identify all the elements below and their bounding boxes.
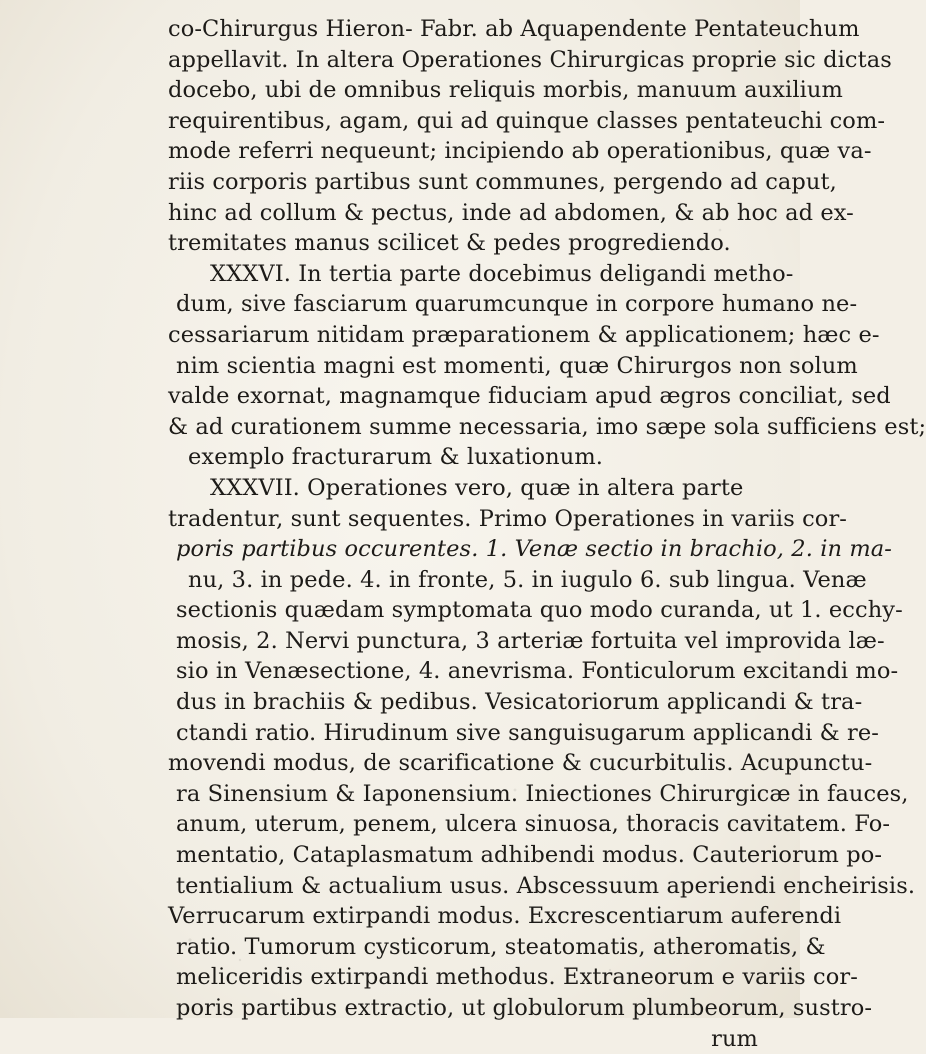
text-line: mosis, 2. Nervi punctura, 3 arteriæ fortuita vel improvida læ-: [176, 627, 885, 654]
text-line: anum, uterum, penem, ulcera sinuosa, thoracis cavitatem. Fo-: [176, 811, 891, 838]
text-line: docebo, ubi de omnibus reliquis morbis, manuum auxilium: [168, 77, 843, 104]
catchword: rum: [711, 1025, 758, 1052]
text-line: dum, sive fasciarum quarumcunque in corpore humano ne-: [176, 291, 858, 318]
text-line: tentialium & actualium usus. Abscessuum aperiendi encheirisis.: [176, 872, 916, 899]
text-line: sectionis quædam symptomata quo modo curanda, ut 1. ecchy-: [176, 597, 903, 624]
text-line: appellavit. In altera Operationes Chirurgicas proprie sic dictas: [168, 46, 892, 73]
text-line: nu, 3. in pede. 4. in fronte, 5. in iugulo 6. sub lingua. Venæ: [188, 566, 867, 593]
text-line: & ad curationem summe necessaria, imo sæpe sola sufficiens est;: [168, 413, 926, 440]
text-line: nim scientia magni est momenti, quæ Chirurgos non solum: [176, 352, 858, 379]
text-line: tradentur, sunt sequentes. Primo Operationes in variis cor-: [168, 505, 847, 532]
text-line: poris partibus occurentes. 1. Venæ sectio in brachio, 2. in ma-: [176, 536, 892, 563]
page-text: [168, 14, 926, 1054]
text-line: cessariarum nitidam præparationem & applicationem; hæc e-: [168, 321, 880, 348]
text-line: hinc ad collum & pectus, inde ad abdomen, & ab hoc ad ex-: [168, 199, 854, 226]
text-line: poris partibus extractio, ut globulorum plumbeorum, sustro-: [176, 995, 873, 1021]
text-line: valde exornat, magnamque fiduciam apud ægros conciliat, sed: [168, 383, 891, 410]
text-line: meliceridis extirpandi methodus. Extraneorum e variis cor-: [176, 964, 858, 991]
text-line: ratio. Tumorum cysticorum, steatomatis, atheromatis, &: [176, 933, 826, 960]
text-line: Verrucarum extirpandi modus. Excrescentiarum auferendi: [168, 903, 842, 930]
text-line: co-Chirurgus Hieron- Fabr. ab Aquapendente Pentateuchum: [168, 16, 860, 42]
text-line: sio in Venæsectione, 4. anevrisma. Fonticulorum excitandi mo-: [176, 658, 899, 685]
text-line: exemplo fracturarum & luxationum.: [188, 444, 604, 471]
section-heading-line: XXXVII. Operationes vero, quæ in altera parte: [210, 474, 744, 501]
text-line: tremitates manus scilicet & pedes progrediendo.: [168, 230, 731, 257]
text-line: riis corporis partibus sunt communes, pergendo ad caput,: [168, 168, 837, 195]
text-line: mode referri nequeunt; incipiendo ab operationibus, quæ va-: [168, 138, 872, 165]
text-line: movendi modus, de scarificatione & cucurbitulis. Acupunctu-: [168, 750, 873, 777]
text-line: dus in brachiis & pedibus. Vesicatoriorum applicandi & tra-: [176, 689, 863, 716]
text-line: ctandi ratio. Hirudinum sive sanguisugarum applicandi & re-: [176, 719, 879, 746]
text-line: requirentibus, agam, qui ad quinque classes pentateuchi com-: [168, 107, 886, 134]
section-heading-line: XXXVI. In tertia parte docebimus deligandi metho-: [210, 260, 794, 287]
text-line: mentatio, Cataplasmatum adhibendi modus. Cauteriorum po-: [176, 842, 883, 869]
text-line: ra Sinensium & Iaponensium. Iniectiones Chirurgicæ in fauces,: [176, 780, 909, 807]
